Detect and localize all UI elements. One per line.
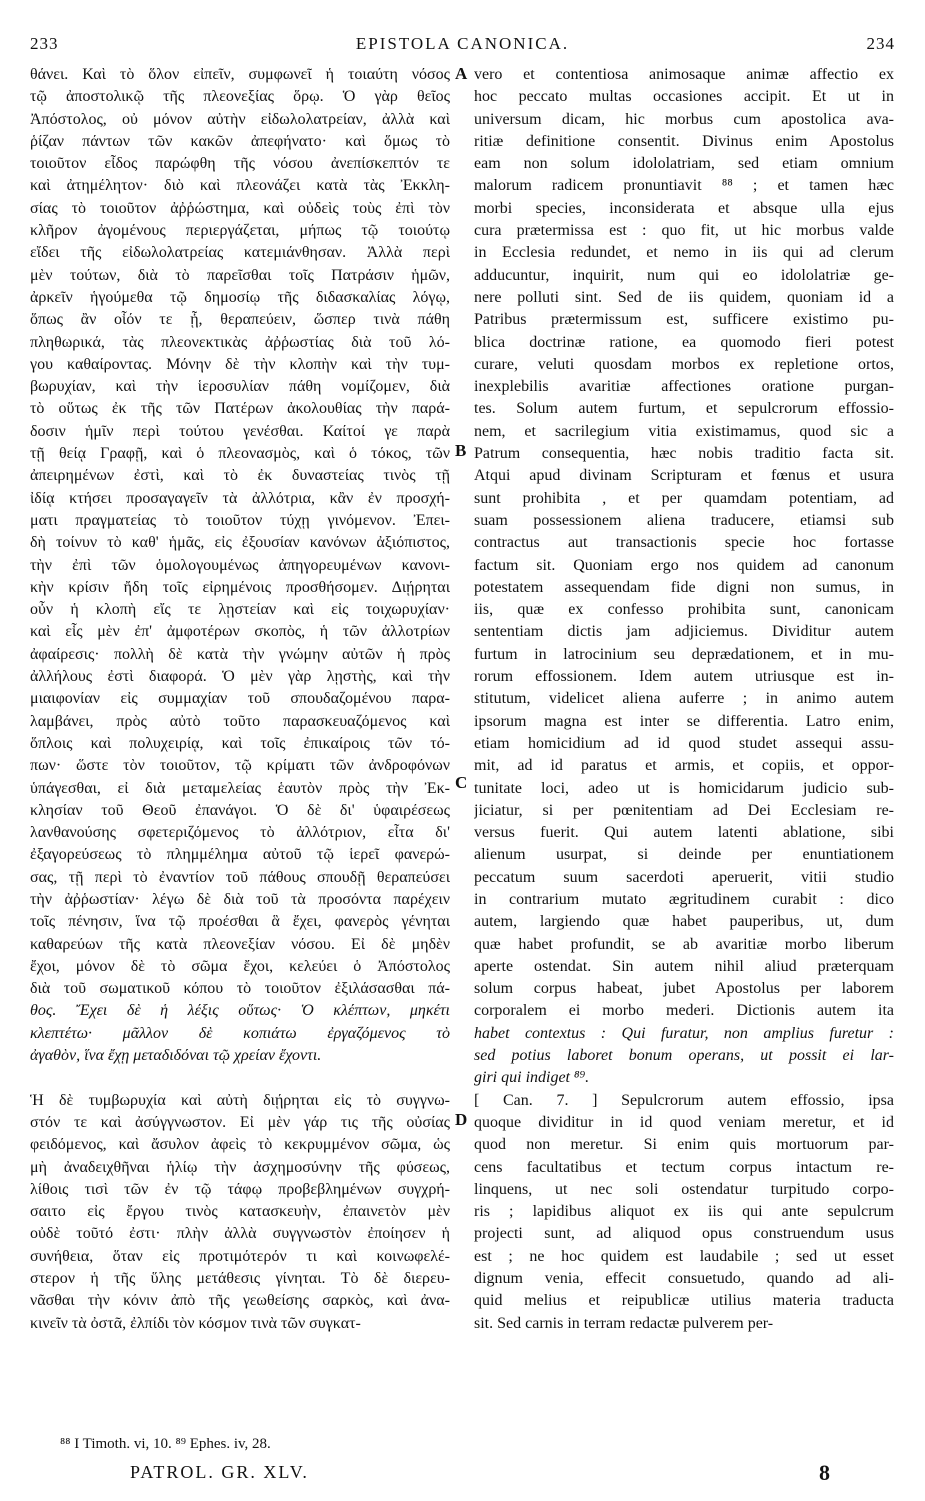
text-line: aperte ostendat. Sin autem nihil aliud præterquam (474, 957, 894, 975)
text-line: καὶ ἀτημέλητον· διὸ καὶ πλεονάζει κατὰ τὰς Ἐκκλη- (30, 177, 450, 195)
text-line: suam possessionem aliena traducere, etiamsi sub (474, 511, 894, 529)
margin-marker-c: C (455, 773, 468, 792)
text-line: mit, ad id paratus et armis, et copiis, et oppor- (474, 757, 894, 775)
text-line: hoc peccato multas occasiones accipit. Et ut in (474, 88, 894, 106)
text-line: iis, quæ ex confesso prohibita sunt, canonicam (474, 601, 894, 619)
text-line: eam non solum idololatriam, sed etiam omnium (474, 155, 894, 173)
text-line: giri qui indiget ⁸⁹. (474, 1069, 590, 1087)
text-line: sed potius laboret bonum operans, ut possit ei lar- (474, 1047, 894, 1065)
text-line: οὐδὲ τοῦτό ἐστι· πλὴν ἀλλὰ συγγνωστὸν ἐποίησεν ἡ (30, 1225, 450, 1243)
text-line: μιαιφονίαν εἰς συμμαχίαν τοῦ σπουδαζομένου παρα- (30, 690, 450, 708)
text-line: corporalem ei morbo mederi. Dictionis autem ita (474, 1002, 894, 1020)
text-line: contractus aut transactionis specie hoc fortasse (474, 534, 894, 552)
text-line: jiciatur, si per pœnitentiam ad Dei Ecclesiam re- (474, 801, 894, 819)
text-line: ὅπλοις καὶ πολυχειρίᾳ, καὶ τοῖς ἐπικαίροις τῶν τό- (30, 734, 450, 752)
text-line: καθαρεύων τῆς κατὰ πλεονεξίαν νόσου. Εἰ δὲ μηδὲν (30, 935, 450, 953)
text-line: κινεῖν τὰ ὀστᾶ, ἐλπίδι τὸν κόσμον τινὰ τῶν συγκατ- (30, 1314, 361, 1332)
text-line: Atqui apud divinam Scripturam et fœnus et usura (474, 467, 894, 485)
text-line: sunt prohibita , et per quamdam potentiam, ad (474, 489, 894, 507)
text-line: curare, veluti quosdam morbos ex repletione ortos, (474, 355, 894, 373)
text-line: πληθωρικά, τὰς πλεονεκτικὰς ἀῤῥωστίας διὰ τοῦ λό- (30, 333, 450, 351)
text-line: factum sit. Quoniam ergo nos quidem ad canonum (474, 556, 894, 574)
text-line: malorum radicem pronuntiavit ⁸⁸ ; et tamen hæc (474, 177, 894, 195)
text-line: versus fuerit. Qui autem latenti ablatione, sibi (474, 824, 894, 842)
text-line: ἀλλήλους ἐστὶ διαφορά. Ὁ μὲν γὰρ λῃστὴς, καὶ τὴν (30, 668, 450, 686)
printer-signature: PATROL. GR. XLV. (130, 1462, 309, 1482)
text-line: ritiæ definitione consentit. Divinus enim Apostolus (474, 132, 894, 150)
text-line: λίθοις τισὶ τῶν ἐν τῷ τάφῳ προβεβλημένων συγχρή- (30, 1180, 450, 1198)
text-line: πων· ὥστε τὸν τοιοῦτον, τῷ κρίματι τῶν ἀνδροφόνων (30, 757, 450, 775)
text-line: furtum in latrocinium seu deprædationem, et in mu- (474, 645, 894, 663)
text-line: τοῖς πένησιν, ἵνα τῷ προέσθαι ἃ ἔχει, φανερὸς γένηται (30, 913, 450, 931)
text-line: inexplebilis avaritiæ affectiones oratione purgan- (474, 378, 894, 396)
text-line: θος. Ἔχει δὲ ἡ λέξις οὕτως· Ὁ κλέπτων, μηκέτι (30, 1002, 450, 1020)
text-line: δὴ τοίνυν τὸ καθ' ἡμᾶς, εἰς ἐξουσίαν κανόνων ἀξιόπιστος, (30, 534, 450, 552)
text-line: τῇ θείᾳ Γραφῇ, καὶ ὁ πλεονασμὸς, καὶ ὁ τόκος, τῶν (30, 445, 450, 463)
text-line: κλησίαν τοῦ Θεοῦ ἐπανάγοι. Ὁ δὲ δι' ὑφαιρέσεως (30, 801, 450, 819)
text-line: tes. Solum autem furtum, et sepulcrorum effossio- (474, 400, 894, 418)
text-line: βωρυχίαν, καὶ τὴν ἱεροσυλίαν πάθη νομίζομεν, διὰ (30, 378, 450, 396)
text-line: Patrum consequentia, hæc nobis traditio facta sit. (474, 445, 894, 463)
text-line: vero et contentiosa animosaque animæ affectio ex (474, 66, 894, 83)
text-line: διὰ τοῦ σωματικοῦ κόπου τὸ τοιοῦτον ἐξιλάσασθαι πά- (30, 980, 450, 998)
text-line: quoque dividitur in id quod veniam meretur, et id (474, 1113, 894, 1131)
text-line: ἀρκεῖν ἡγούμεθα τῷ δημοσίῳ τῆς διδασκαλίας λόγῳ, (30, 288, 450, 306)
text-line: σίας τὸ τοιοῦτον ἀῤῥώστημα, καὶ οὐδεὶς τοὺς ἐπὶ τὸν (30, 199, 450, 217)
text-line: rorum effossionem. Idem autem utriusque est in- (474, 668, 894, 686)
text-line: autem, largiendo quæ habet pauperibus, ut, dum (474, 913, 894, 931)
text-line: ὅπως ἂν οἷόν τε ᾖ, θεραπεύειν, ὥσπερ τινὰ πάθη (30, 311, 450, 329)
text-line: cura prætermissa est : quo fit, ut hic morbus valde (474, 222, 894, 240)
text-line: σαιτο εἰς ἔργου τινὸς κατασκευὴν, ἐπαινετὸν μὲν (30, 1203, 450, 1221)
text-line: blica doctrinæ ratione, ea quomodo fieri potest (474, 333, 894, 351)
greek-text-column (30, 64, 450, 1335)
page-number-left: 233 (30, 34, 59, 53)
text-line: tunitate loci, adeo ut is homicidarum judicio sub- (474, 779, 894, 797)
text-line: dignum venia, effecit consuetudo, quando ad ali- (474, 1270, 894, 1288)
text-line: ἐξαγορεύσεως τὸ πλημμέλημα αὐτοῦ τῷ ἱερεῖ φανερώ- (30, 846, 450, 864)
text-line: ἀγαθὸν, ἵνα ἔχῃ μεταδιδόναι τῷ χρείαν ἔχοντι. (30, 1047, 322, 1065)
text-line: ἔχοι, μόνον δὲ τὸ σῶμα ἔχοι, κελεύει ὁ Ἀπόστολος (30, 957, 450, 975)
text-line: Ἀπόστολος, οὐ μόνον αὐτὴν εἰδωλολατρείαν, ἀλλὰ καὶ (30, 110, 450, 128)
text-line: adducuntur, inquirit, num qui eo idololatriæ ge- (474, 266, 894, 284)
text-line: στερον ἡ τῆς ὕλης μετάθεσις γίνηται. Τὸ δὲ διερευ- (30, 1270, 450, 1288)
text-line: κλεπτέτω· μᾶλλον δὲ κοπιάτω ἐργαζόμενος τὸ (30, 1024, 450, 1042)
text-line: ἀφαίρεσις· πολλὴ δὲ κατὰ τὴν γνώμην αὐτῶν ἡ πρὸς (30, 645, 450, 663)
text-line: Patribus prætermissum est, sufficere existimo pu- (474, 311, 894, 329)
text-line: stitutum, videlicet aliena auferre ; in animo autem (474, 690, 894, 708)
text-line: συνήθεια, ὅταν εἰς προτιμότερόν τι καὶ κοινωφελέ- (30, 1247, 450, 1265)
text-line: in contrarium mutato ægritudinem curabit : dico (474, 890, 894, 908)
text-line: λανθανούσης σφετεριζόμενος τὸ ἀλλότριον, εἶτα δι' (30, 824, 450, 842)
text-line: μὴ ἀναδειχθῆναι ἡλίῳ τὴν ἀσχημοσύνην τῆς φύσεως, (30, 1158, 450, 1176)
text-line: θάνει. Καὶ τὸ ὅλον εἰπεῖν, συμφωνεῖ ἡ τοιαύτη νόσος (30, 66, 450, 83)
text-line: εἴδει τῆς εἰδωλολατρείας κατεμιάνθησαν. Ἀλλὰ περὶ (30, 244, 450, 262)
text-line: sententiam dictis jam adjiciemus. Dividitur autem (474, 623, 894, 641)
text-line: solum corpus habeat, jubet Apostolus per laborem (474, 980, 894, 998)
text-line: sit. Sed carnis in terram redactæ pulverem per- (474, 1314, 774, 1332)
text-line: potestatem assequendam fide digni non sumus, in (474, 578, 894, 596)
sheet-number: 8 (819, 1460, 830, 1485)
margin-marker-d: D (455, 1110, 468, 1129)
footnotes: ⁸⁸ I Timoth. vi, 10. ⁸⁹ Ephes. iv, 28. (60, 1436, 271, 1452)
text-line: λαμβάνει, πρὸς αὐτὸ τοῦτο παρασκευαζόμενος καὶ (30, 712, 450, 730)
text-line: alienum usurpat, si deinde per enuntiationem (474, 846, 894, 864)
text-line: στόν τε καὶ ἀσύγγνωστον. Εἰ μὲν γάρ τις τῆς οὐσίας (30, 1113, 450, 1131)
text-line: τὴν ἀῤῥωστίαν· λέγω δὲ διὰ τοῦ τὰ προσόντα παρέχειν (30, 890, 450, 908)
text-line: est ; ne hoc quidem est laudabile ; sed ut esset (474, 1247, 894, 1265)
text-line: etiam homicidium ad id quod studet assequi assu- (474, 734, 894, 752)
text-line: quid melius et reipublicæ utilius materia traducta (474, 1292, 894, 1310)
text-line: linquens, ut nec soli ostendatur turpitudo corpo- (474, 1180, 894, 1198)
text-line: Ἡ δὲ τυμβωρυχία καὶ αὐτὴ διῄρηται εἰς τὸ συγγνω- (30, 1091, 450, 1109)
text-line: τὸ οὕτως ἐκ τῆς τῶν Πατέρων ἀκολουθίας τὴν παρά- (30, 400, 450, 418)
text-line: nem, et sacrilegium vitia existimamus, quod sic a (474, 422, 894, 440)
text-line: ματι πραγματείας τὸ τοιοῦτον τύχῃ γινόμενον. Ἐπει- (30, 511, 450, 529)
text-line: φειδόμενος, καὶ ἄσυλον ἀφεὶς τὸ κεκρυμμένον σῶμα, ὡς (30, 1136, 450, 1154)
text-line: nere polluti sint. Sed de iis quidem, quoniam id a (474, 288, 894, 306)
text-line: τῷ ἀποστολικῷ τῆς πλεονεξίας ὅρῳ. Ὁ γὰρ θεῖος (30, 88, 450, 106)
text-line: γου καθαίροντας. Μόνην δὲ τὴν κλοπὴν καὶ τὴν τυμ- (30, 355, 450, 373)
text-line: peccatum suum sacerdoti aperuerit, vitii studio (474, 868, 894, 886)
text-line: quod non meretur. Si enim quis mortuorum par- (474, 1136, 894, 1154)
text-line: ῥίζαν πάντων τῶν κακῶν ἀπεφήνατο· καὶ ὅμως τὸ (30, 132, 450, 150)
text-line: habet contextus : Qui furatur, non amplius furetur : (474, 1024, 894, 1042)
text-line: universum dicam, hic morbus cum apostolica ava- (474, 110, 894, 128)
text-line: ἀπειρημένων ἐστὶ, καὶ τὸ ἐκ δυναστείας τινὸς τῇ (30, 467, 450, 485)
text-line: κλῆρον ἀγομένους περιεργάζεται, μήπως τῷ τοιούτῳ (30, 222, 450, 240)
text-line: projecti sunt, ad aliquod opus construendum usus (474, 1225, 894, 1243)
text-line: ἰδίᾳ κτήσει προσαγαγεῖν τὰ ἀλλότρια, κἂν ἐν προσχή- (30, 489, 450, 507)
text-line: κὴν κρίσιν ἤδη τοῖς εἰρημένοις προσθήσομεν. Διῄρηται (30, 578, 450, 596)
text-line: οὖν ἡ κλοπὴ εἴς τε λῃστείαν καὶ εἰς τοιχωρυχίαν· (30, 601, 450, 619)
text-line: ὑπάγεσθαι, εἰ διὰ μεταμελείας ἑαυτὸν πρὸς τὴν Ἐκ- (30, 779, 450, 797)
text-line: σας, τῇ περὶ τὸ ἐναντίον τοῦ πάθους σπουδῇ θεραπεύσει (30, 868, 450, 886)
text-line: ipsorum magna est inter se differentia. Latro enim, (474, 712, 894, 730)
text-line: τοιοῦτον εἶδος παρώφθη τῆς νόσου ἀνεπίσκεπτόν τε (30, 155, 450, 173)
text-line: [ Can. 7. ] Sepulcrorum autem effossio, ipsa (474, 1091, 894, 1109)
running-title: EPISTOLA CANONICA. (355, 34, 570, 53)
text-line: δοσιν ἡμῖν περὶ τούτου γενέσθαι. Καίτοί γε παρὰ (30, 422, 450, 440)
margin-marker-b: B (455, 441, 467, 460)
text-line: morbi species, inconsiderata et absque ulla ejus (474, 199, 894, 217)
running-header (30, 34, 895, 58)
text-line: ris ; lapidibus aliquot ex iis qui ante sepulcrum (474, 1203, 894, 1221)
paragraph-gap (30, 1067, 450, 1089)
text-line: cens facultatibus et tectum corpus intactum re- (474, 1158, 894, 1176)
latin-text-column (474, 64, 894, 1335)
text-line: quæ habet profundit, se ab avaritiæ morbo liberum (474, 935, 894, 953)
page-number-right: 234 (866, 34, 895, 53)
text-line: in Ecclesia redundet, et nemo in iis qui ad clerum (474, 244, 894, 262)
text-line: νᾶσθαι τὴν κόνιν ἀπὸ τῆς γεωθείσης σαρκὸς, καὶ ἀνα- (30, 1292, 450, 1310)
text-line: καὶ εἷς μὲν ἐπ' ἀμφοτέρων σκοπὸς, ἡ τῶν ἀλλοτρίων (30, 623, 450, 641)
text-line: τὴν ἐπὶ τῶν ὁμολογουμένως ἀπηγορευμένων κανονι- (30, 556, 450, 574)
margin-marker-a: A (455, 64, 468, 83)
text-line: μὲν τούτων, διὰ τὸ παρεῖσθαι τοῖς Πατράσιν ἡμῶν, (30, 266, 450, 284)
